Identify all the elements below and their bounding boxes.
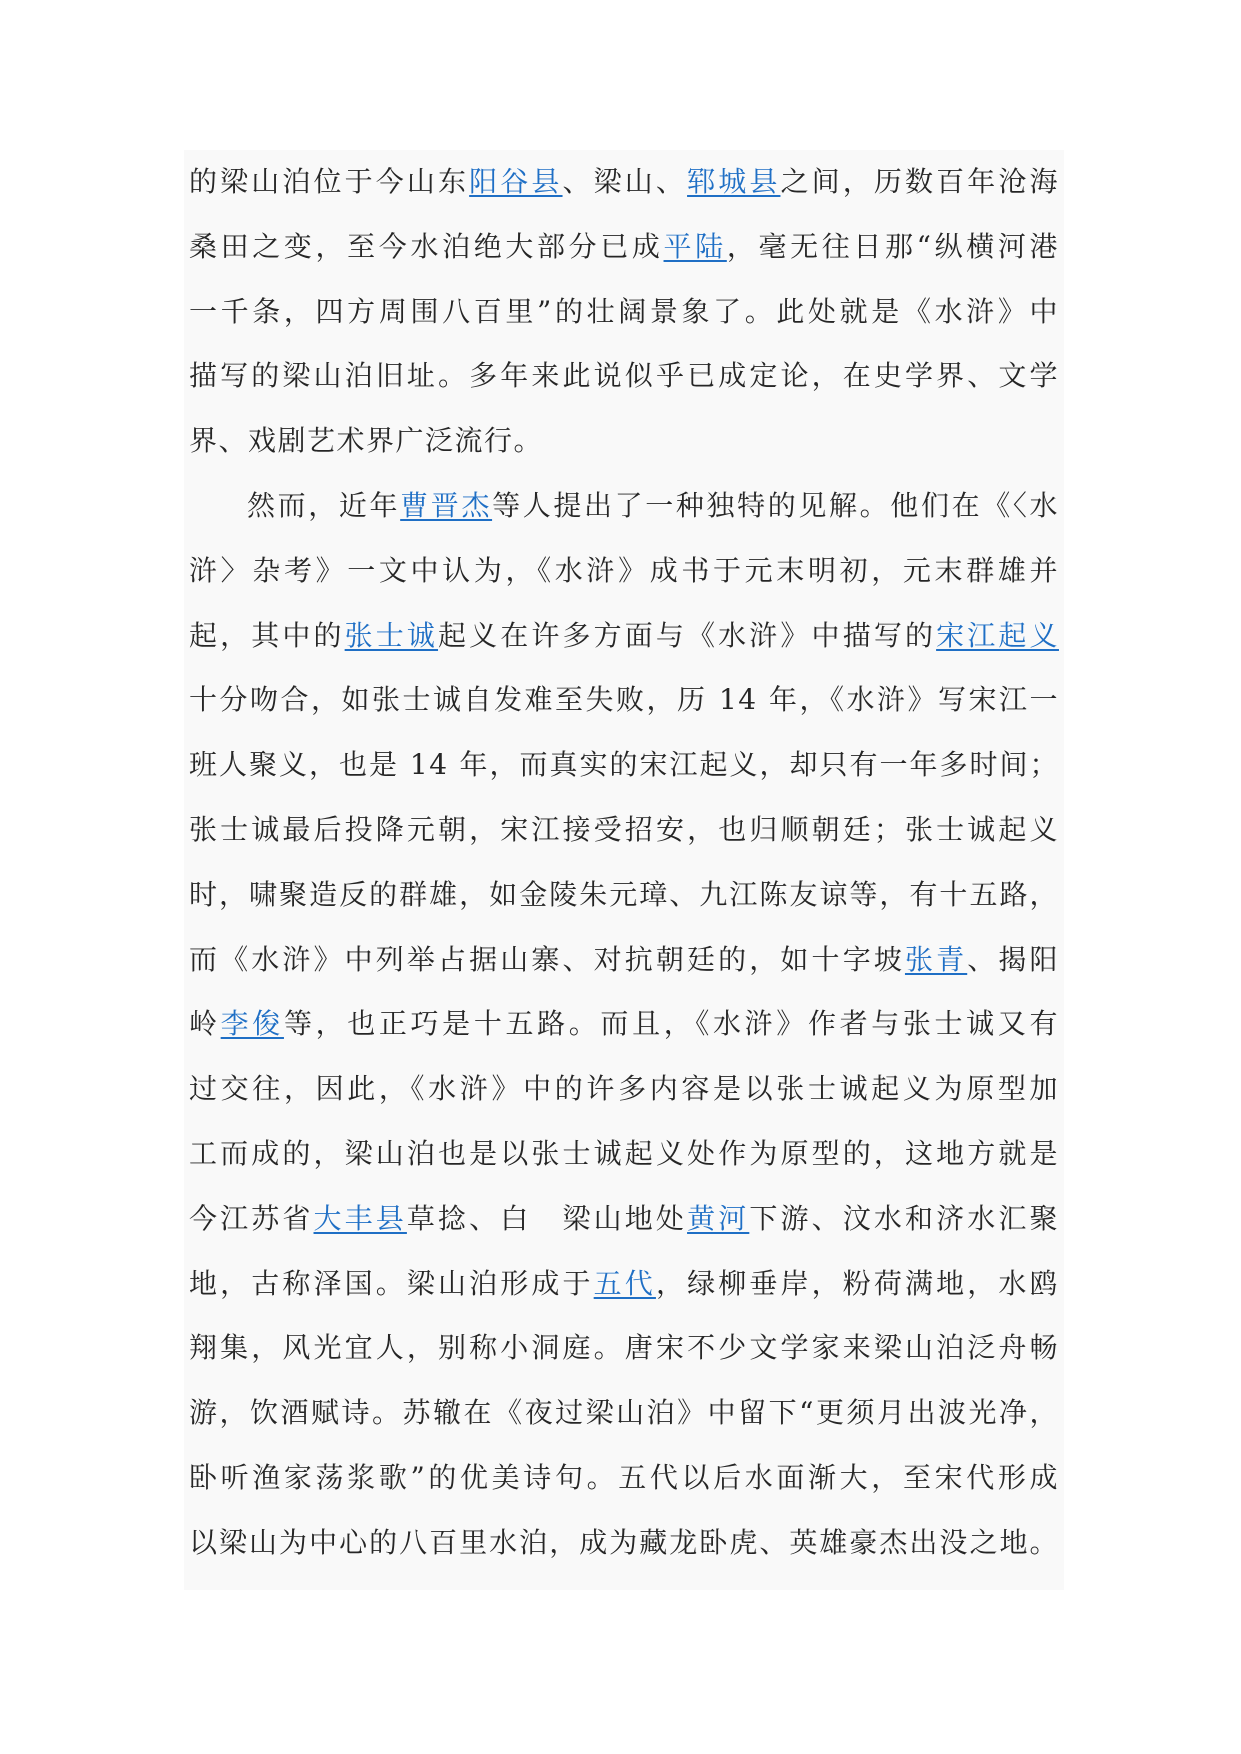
text-run: 班人聚义，也是 14 年，而真实的宋江起义，却只有一年多时间； [189,748,1059,782]
text-run: 然而，近年 [247,489,401,522]
text-line [189,745,1059,785]
text-line [189,940,1059,980]
text-line [189,1069,1059,1109]
hyperlink[interactable]: 五代 [593,1266,656,1300]
text-run: 游，饮酒赋诗。苏辙在《夜过梁山泊》中留下“更须月出波光净， [189,1396,1059,1430]
text-run: 之间，历数百年沧海 [780,165,1059,198]
text-run: 时，啸聚造反的群雄，如金陵朱元璋、九江陈友谅等，有十五路， [189,877,1059,911]
hyperlink[interactable]: 平陆 [663,229,727,263]
text-run: 等人提出了一种独特的见解。他们在《〈水 [492,489,1059,522]
text-run: 界、戏剧艺术界广泛流行。 [189,424,544,458]
text-run: 地，古称泽国。梁山泊形成于 [189,1266,594,1300]
text-run: 浒〉杂考》一文中认为，《水浒》成书于元末明初，元末群雄并 [189,553,1059,587]
text-run: 的梁山泊位于今山东 [189,165,470,198]
text-run: 等，也正巧是十五路。而且，《水浒》作者与张士诚又有 [283,1007,1059,1041]
hyperlink[interactable]: 李俊 [220,1007,284,1041]
text-line [189,1458,1059,1498]
hyperlink[interactable]: 大丰县 [313,1201,407,1235]
text-run: 过交往，因此，《水浒》中的许多内容是以张士诚起义为原型加 [189,1072,1059,1106]
text-line [189,356,1059,396]
text-run: 卧听渔家荡浆歌”的优美诗句。五代以后水面渐大，至宋代形成 [189,1461,1059,1494]
document-text-block [184,150,1064,1590]
text-run: 工而成的，梁山泊也是以张士诚起义处作为原型的，这地方就是 [189,1137,1059,1170]
text-line [189,680,1059,720]
text-run: 岭 [189,1007,221,1041]
text-line [189,875,1059,915]
text-line [189,1004,1059,1044]
text-run: 、揭阳 [967,942,1059,976]
hyperlink[interactable]: 郓城县 [687,165,781,198]
text-line [189,1393,1059,1433]
text-run: 桑田之变，至今水泊绝大部分已成 [189,229,664,263]
text-line [189,1264,1059,1304]
text-line [189,421,1059,461]
hyperlink[interactable]: 张士诚 [344,618,439,652]
text-run: 起义在许多方面与《水浒》中描写的 [438,618,937,652]
text-line [189,616,1059,656]
text-run: 而《水浒》中列举占据山寨、对抗朝廷的，如十字坡 [189,942,905,976]
text-run: 下游、汶水和济水汇聚 [749,1201,1059,1235]
text-run: 十分吻合，如张士诚自发难至失败，历 14 年，《水浒》写宋江一 [189,683,1059,717]
text-line [189,551,1059,591]
hyperlink[interactable]: 张青 [904,942,968,976]
text-run: 一千条，四方周围八百里”的壮阔景象了。此处就是《水浒》中 [189,294,1059,328]
hyperlink[interactable]: 宋江起义 [936,618,1059,652]
text-run: 描写的梁山泊旧址。多年来此说似乎已成定论，在史学界、文学 [189,359,1059,393]
text-line [189,162,1059,202]
text-line [189,1328,1059,1368]
hyperlink[interactable]: 黄河 [687,1201,750,1235]
text-run: 、梁山、 [562,165,688,198]
text-line [189,1199,1059,1239]
hyperlink[interactable]: 曹晋杰 [400,489,493,522]
text-line [189,810,1059,850]
text-line [189,1523,1059,1563]
text-run: 张士诚最后投降元朝，宋江接受招安，也归顺朝廷；张士诚起义 [189,813,1059,846]
text-run: 今江苏省 [189,1201,314,1235]
text-run: ，毫无往日那“纵横河港 [726,229,1059,263]
text-run: 草捻、白 梁山地处 [406,1201,688,1235]
text-line [189,486,1059,526]
text-run: 起，其中的 [189,618,345,652]
text-line [189,1134,1059,1174]
text-run: 翔集，风光宜人，别称小洞庭。唐宋不少文学家来梁山泊泛舟畅 [189,1331,1059,1365]
text-line [189,292,1059,332]
hyperlink[interactable]: 阳谷县 [469,165,563,198]
text-line [189,227,1059,267]
text-run: 以梁山为中心的八百里水泊，成为藏龙卧虎、英雄豪杰出没之地。 [189,1525,1059,1559]
text-run: ，绿柳垂岸，粉荷满地，水鸥 [655,1266,1059,1300]
